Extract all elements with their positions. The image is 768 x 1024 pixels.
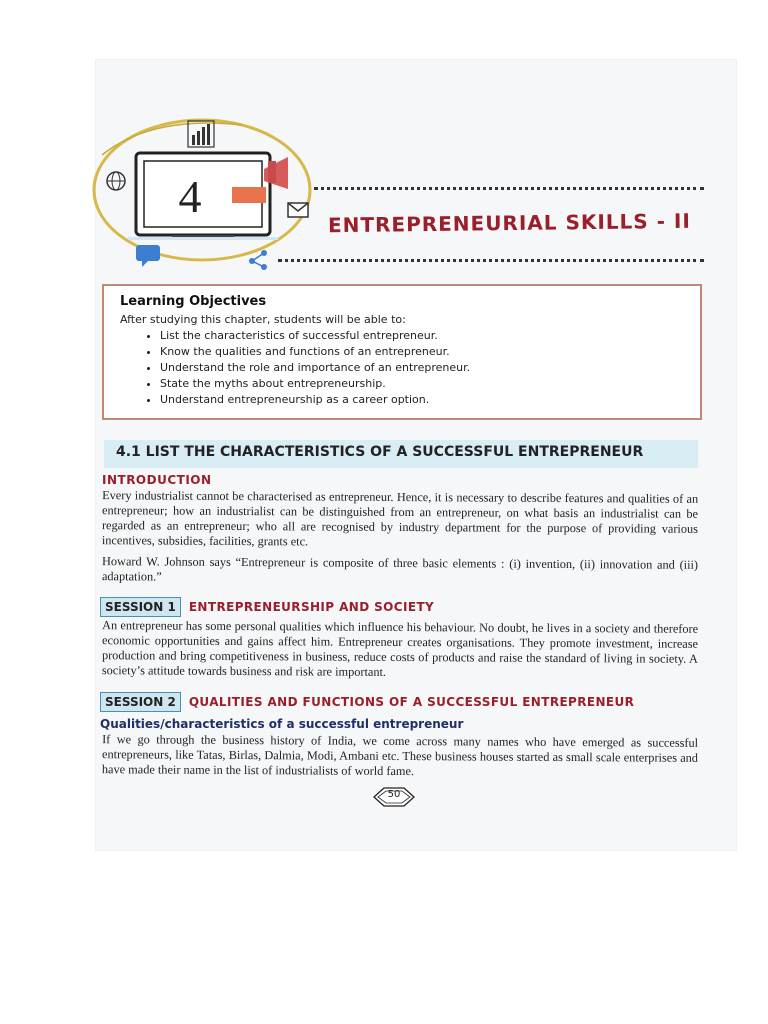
orbit-accent <box>102 123 242 155</box>
page-number: 50 <box>387 789 401 800</box>
objective-item: • Understand entrepreneurship as a career option. <box>160 392 684 408</box>
objective-item: • Know the qualities and functions of an entrepreneur. <box>160 344 684 360</box>
bottom-dotted-rule <box>278 259 704 262</box>
chat-bubble-icon <box>136 245 160 267</box>
objective-item: • List the characteristics of successful entrepreneur. <box>160 328 684 344</box>
session-2-header <box>100 692 634 712</box>
learning-objectives-box <box>102 284 702 420</box>
learning-objectives-list <box>120 328 684 408</box>
johnson-quote-paragraph: Howard W. Johnson says “Entrepreneur is composite of three basic elements : (i) invention, (ii) innovation and (iii) adaptation.” <box>101 554 699 584</box>
section-heading: 4.1 LIST THE CHARACTERISTICS OF A SUCCESSFUL ENTREPRENEUR <box>104 440 698 468</box>
page-number-badge <box>372 786 416 808</box>
introduction-heading: INTRODUCTION <box>102 473 212 487</box>
chapter-title: ENTREPRENEURIAL SKILLS - II <box>327 208 691 238</box>
session-1-paragraph: An entrepreneur has some personal qualities which influence his behaviour. No doubt, he lives in a society and therefore economic opportunities and gains affect him. Entrepreneur creates organisations. They promote investment, increase production and bring competitiveness in business, reduce costs of products and raise the standard of living in society. A society’s attitude towards business and risk are important. <box>101 618 699 679</box>
globe-icon <box>107 172 125 190</box>
session-1-title: ENTREPRENEURSHIP AND SOCIETY <box>188 600 435 614</box>
desk-line <box>128 237 278 240</box>
chapter-header <box>92 115 722 285</box>
session-2-title: QUALITIES AND FUNCTIONS OF A SUCCESSFUL ENTREPRENEUR <box>188 695 635 709</box>
session-2-tag: SESSION 2 <box>100 692 181 712</box>
envelope-icon <box>288 203 308 217</box>
top-dotted-rule <box>314 187 704 190</box>
objective-item: • Understand the role and importance of an entrepreneur. <box>160 360 684 376</box>
bar-chart-icon <box>188 121 214 147</box>
learning-objectives-intro: After studying this chapter, students will be able to: <box>120 313 406 326</box>
session-2-paragraph: If we go through the business history of India, we come across many names who have emerged as successful entrepreneurs, like Tatas, Birlas, Dalmia, Modi, Ambani etc. These business houses started as small scale enterprises and have made their name in the list of industrialists of world fame. <box>101 732 699 779</box>
qualities-subheading: Qualities/characteristics of a successful entrepreneur <box>100 717 464 731</box>
objective-item: • State the myths about entrepreneurship. <box>160 376 684 392</box>
chapter-number: 4 <box>178 171 202 222</box>
introduction-paragraph: Every industrialist cannot be characterised as entrepreneur. Hence, it is necessary to describe features and qualities of an entrepreneur; how an industrialist can be distinguished from an entrepreneur, on what basis an industrialist can be regarded as an entrepreneur; who all are recognised by industry department for the purpose of providing various incentives, subsidies, facilities, grants etc. <box>101 488 699 549</box>
session-1-header <box>100 597 434 617</box>
learning-objectives-title: Learning Objectives <box>120 294 267 309</box>
session-1-tag: SESSION 1 <box>100 597 181 617</box>
